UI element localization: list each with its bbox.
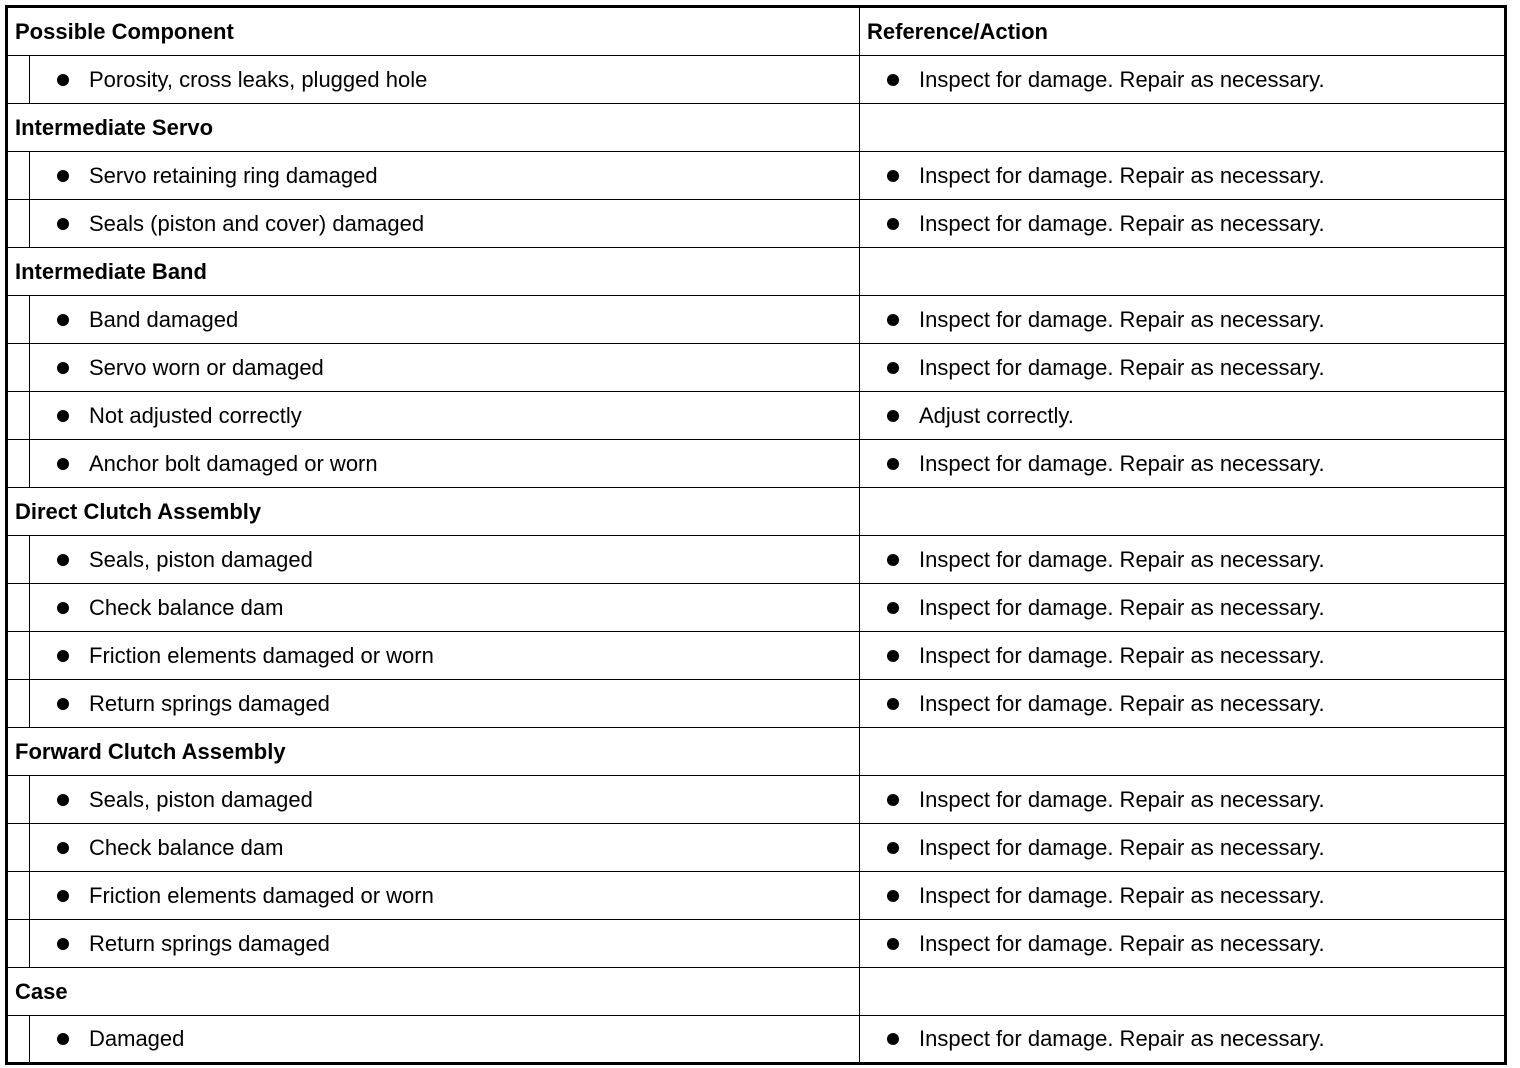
section-title: Case [8, 968, 860, 1015]
section-row [8, 968, 1504, 1016]
indent-bar [8, 632, 30, 679]
bullet-icon [887, 170, 899, 182]
action-cell [860, 920, 1504, 967]
indent-bar [8, 584, 30, 631]
component-text: Servo worn or damaged [89, 354, 324, 380]
action-cell [860, 344, 1504, 391]
component-text: Servo retaining ring damaged [89, 162, 378, 188]
header-reference-action: Reference/Action [867, 18, 1048, 44]
component-text: Return springs damaged [89, 690, 330, 716]
section-title: Intermediate Servo [8, 104, 860, 151]
bullet-icon [887, 602, 899, 614]
indent-bar [8, 1016, 30, 1062]
bullet-icon [57, 650, 69, 662]
action-text: Inspect for damage. Repair as necessary. [919, 882, 1325, 908]
table-row [8, 392, 1504, 440]
bullet-icon [887, 218, 899, 230]
indent-bar [8, 296, 30, 343]
component-text: Seals, piston damaged [89, 786, 313, 812]
component-text: Damaged [89, 1026, 185, 1051]
table-row [8, 680, 1504, 728]
table-row [8, 584, 1504, 632]
indent-bar [8, 824, 30, 871]
indent-bar [8, 152, 30, 199]
component-cell [8, 440, 860, 487]
component-cell [8, 824, 860, 871]
component-cell [8, 152, 860, 199]
action-cell [860, 296, 1504, 343]
indent-bar [8, 392, 30, 439]
bullet-icon [57, 314, 69, 326]
indent-bar [8, 56, 30, 103]
component-cell [8, 632, 860, 679]
bullet-icon [887, 650, 899, 662]
component-cell [8, 296, 860, 343]
section-empty-cell [860, 248, 1504, 295]
bullet-icon [57, 458, 69, 470]
action-cell [860, 632, 1504, 679]
bullet-icon [887, 890, 899, 902]
section-empty-cell [860, 728, 1504, 775]
action-cell [860, 680, 1504, 727]
table-row [8, 872, 1504, 920]
bullet-icon [57, 362, 69, 374]
diagnosis-table [5, 5, 1507, 1065]
action-text: Adjust correctly. [919, 402, 1074, 428]
section-empty-cell [860, 488, 1504, 535]
bullet-icon [887, 794, 899, 806]
bullet-icon [887, 554, 899, 566]
action-text: Inspect for damage. Repair as necessary. [919, 786, 1325, 812]
bullet-icon [57, 410, 69, 422]
component-cell [8, 776, 860, 823]
indent-bar [8, 440, 30, 487]
indent-bar [8, 344, 30, 391]
action-cell [860, 536, 1504, 583]
bullet-icon [887, 938, 899, 950]
table-row [8, 296, 1504, 344]
bullet-icon [57, 890, 69, 902]
action-text: Inspect for damage. Repair as necessary. [919, 690, 1325, 716]
bullet-icon [887, 842, 899, 854]
table-row [8, 1016, 1504, 1062]
bullet-icon [57, 170, 69, 182]
section-empty-cell [860, 104, 1504, 151]
component-cell [8, 584, 860, 631]
bullet-icon [887, 458, 899, 470]
bullet-icon [57, 842, 69, 854]
action-cell [860, 872, 1504, 919]
table-row [8, 56, 1504, 104]
component-text: Anchor bolt damaged or worn [89, 450, 378, 476]
action-text: Inspect for damage. Repair as necessary. [919, 162, 1325, 188]
action-cell [860, 152, 1504, 199]
bullet-icon [57, 602, 69, 614]
action-text: Inspect for damage. Repair as necessary. [919, 642, 1325, 668]
component-cell [8, 872, 860, 919]
component-cell [8, 392, 860, 439]
action-text: Inspect for damage. Repair as necessary. [919, 594, 1325, 620]
component-text: Not adjusted correctly [89, 402, 302, 428]
table-row [8, 776, 1504, 824]
section-title: Intermediate Band [8, 248, 860, 295]
action-cell [860, 200, 1504, 247]
action-text: Inspect for damage. Repair as necessary. [919, 834, 1325, 860]
component-text: Band damaged [89, 306, 239, 332]
indent-bar [8, 536, 30, 583]
table-row [8, 200, 1504, 248]
table-header-row [8, 8, 1504, 56]
bullet-icon [57, 74, 69, 86]
section-title: Forward Clutch Assembly [8, 728, 860, 775]
component-cell [8, 1016, 860, 1062]
action-cell [860, 776, 1504, 823]
action-cell [860, 824, 1504, 871]
action-text: Inspect for damage. Repair as necessary. [919, 306, 1325, 332]
table-row [8, 632, 1504, 680]
component-text: Check balance dam [89, 594, 284, 620]
action-text: Inspect for damage. Repair as necessary. [919, 930, 1325, 956]
bullet-icon [887, 410, 899, 422]
table-row [8, 536, 1504, 584]
action-cell [860, 1016, 1504, 1062]
table-row [8, 824, 1504, 872]
component-cell [8, 56, 860, 103]
table-row [8, 344, 1504, 392]
bullet-icon [887, 698, 899, 710]
action-cell [860, 56, 1504, 103]
action-cell [860, 392, 1504, 439]
component-text: Seals (piston and cover) damaged [89, 210, 425, 236]
section-row [8, 488, 1504, 536]
component-text: Seals, piston damaged [89, 546, 313, 572]
section-title: Direct Clutch Assembly [8, 488, 860, 535]
section-row [8, 104, 1504, 152]
section-row [8, 728, 1504, 776]
bullet-icon [57, 698, 69, 710]
section-row [8, 248, 1504, 296]
bullet-icon [57, 218, 69, 230]
indent-bar [8, 200, 30, 247]
component-text: Check balance dam [89, 834, 284, 860]
component-cell [8, 920, 860, 967]
table-row [8, 440, 1504, 488]
action-text: Inspect for damage. Repair as necessary. [919, 66, 1325, 92]
bullet-icon [57, 794, 69, 806]
bullet-icon [887, 314, 899, 326]
component-text: Return springs damaged [89, 930, 330, 956]
action-text: Inspect for damage. Repair as necessary. [919, 1026, 1325, 1051]
action-cell [860, 440, 1504, 487]
indent-bar [8, 680, 30, 727]
action-text: Inspect for damage. Repair as necessary. [919, 450, 1325, 476]
action-text: Inspect for damage. Repair as necessary. [919, 546, 1325, 572]
bullet-icon [57, 1033, 69, 1045]
indent-bar [8, 872, 30, 919]
component-cell [8, 200, 860, 247]
component-cell [8, 344, 860, 391]
action-text: Inspect for damage. Repair as necessary. [919, 354, 1325, 380]
header-possible-component: Possible Component [8, 8, 860, 55]
table-row [8, 152, 1504, 200]
section-empty-cell [860, 968, 1504, 1015]
bullet-icon [57, 938, 69, 950]
bullet-icon [887, 74, 899, 86]
action-text: Inspect for damage. Repair as necessary. [919, 210, 1325, 236]
component-text: Porosity, cross leaks, plugged hole [89, 66, 428, 92]
component-cell [8, 536, 860, 583]
component-text: Friction elements damaged or worn [89, 882, 434, 908]
component-text: Friction elements damaged or worn [89, 642, 434, 668]
indent-bar [8, 776, 30, 823]
indent-bar [8, 920, 30, 967]
bullet-icon [57, 554, 69, 566]
action-cell [860, 584, 1504, 631]
bullet-icon [887, 362, 899, 374]
bullet-icon [887, 1033, 899, 1045]
table-row [8, 920, 1504, 968]
component-cell [8, 680, 860, 727]
